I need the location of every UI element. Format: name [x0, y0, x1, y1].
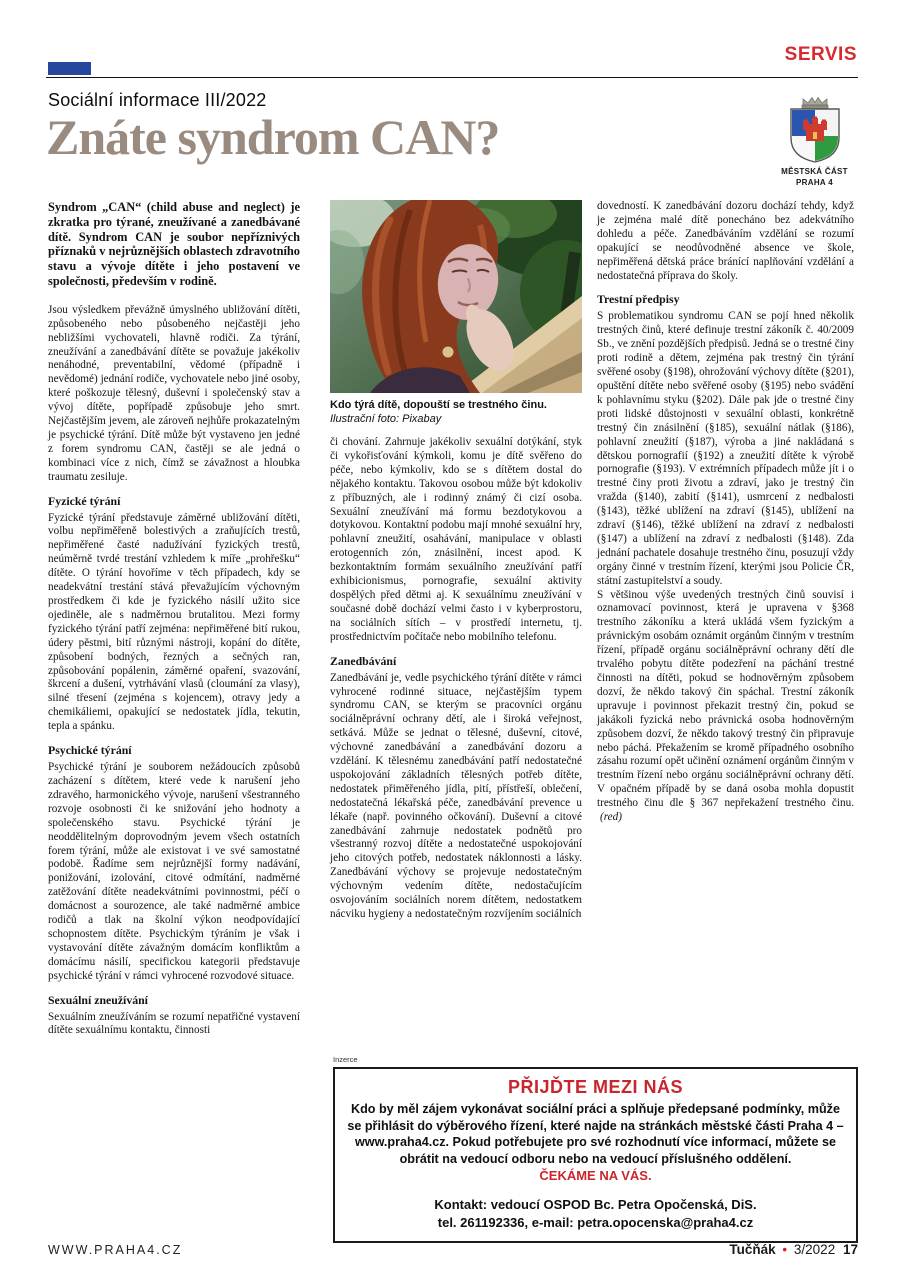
subheading-trestni-predpisy: Trestní předpisy — [597, 292, 680, 307]
blue-accent-bar — [48, 62, 91, 75]
paragraph: či chování. Zahrnuje jakékoliv sexuální dotýkání, styk či vykořisťování kýmkoli, komu je dítě svěřeno do péče, nebo kýmkoliv, kdo se s dítětem dostal do nějakého kontaktu. Takovou osobou může být kdokoliv z příbuzných, ale i rodinný známý či cizí osoba. Sexuální zneužívání má formu bezdotykovou a dotykovou. Kontaktní podobu mají mnohé sexuální hry, pohlavní zneužití, osahávání, manipulace v oblasti erotogenních zón, znásilnění, incest apod. K bezkontaktním formám sexuálního zneužívání patří exhibicionismus, pornografie, sexuální aktivity dospělých před dětmi aj. K sexuálnímu zneužívání v současné době dochází velmi často i v kyberprostoru, na sociálních sítích – v prostředí internetu, tj. prostřednictvím počítače nebo mobilního telefonu. — [330, 436, 582, 643]
article-headline: Znáte syndrom CAN? — [46, 109, 500, 165]
coat-of-arms-icon — [784, 96, 846, 166]
praha4-logo — [772, 96, 857, 188]
photo-credit: Ilustrační foto: Pixabay — [330, 413, 442, 425]
header-divider — [46, 77, 858, 78]
paragraph-text: S většinou výše uvedených trestných činů souvisí i oznamovací povinnost, která je upravena v §368 trestního zákoníku a která ukládá všem fyzickým a právnickým osobám oznámit orgánům činným v trestním řízení, případě orgánu sociálněprávní ochrany dětí dle trvalého pobytu dítěte podezření na páchání trestné činnosti na dítěti, pokud se hodnověrným způsobem dozví, že někdo takový čin spáchal. Trestní zákoník upravuje i povinnost překazit trestný čin, pokud se jakákoli fyzická nebo právnická osoba hodnověrným způsobem dozví, že někdo takový trestný čin připravuje nebo páchá. Překažením se kromě případného osobního zásahu rozumí opět učinění oznámení orgánům činným v trestním řízení nebo orgánu sociálněprávní ochrany dětí. V opačném případě by se daná osoba mohla dopustit trestného činu dle § 367 nepřekažení trestného činu. — [597, 588, 854, 810]
article-column-1 — [48, 200, 300, 1038]
author-byline: (red) — [600, 811, 622, 824]
section-label: SERVIS — [784, 44, 857, 65]
paragraph: Zanedbávání je, vedle psychického týrání dítěte v rámci vyhrocené rodinné situace, nejčastějším typem syndromu CAN, se kterým se pracovníci orgánu sociálněprávní ochrany dětí, ale i široká veřejnost, setkává. Může se jednat o tělesné, duševní, citové, výchovné zanedbávání a zanedbávání dozoru a vzdělání. K tělesnému zanedbávání patří nedostatečné uspokojování základních tělesných potřeb dítěte, nedostatek přiměřeného jídla, pití, přístřeší, oblečení, nedostatečná lékařská péče, zanedbávání prevence u lékaře (např. povinného očkování). Duševní a citové zanedbávání zahrnuje nedostatek podnětů pro všestranný rozvoj dítěte a nedostatečné uspokojování jeho citových potřeb, nedostatek náklonnosti a lásky. Zanedbávání výchovy se projevuje nedostatečným výchovným vedením dítěte, nedostačujícím osvojováním sociálních norem dítětem, nedostatkem nácviku hygieny a nedostatečným rozvíjením sociálních — [330, 671, 582, 920]
advert-contact-name: Kontakt: vedoucí OSPOD Bc. Petra Opočenská, DiS. — [434, 1197, 757, 1212]
bullet-icon: • — [782, 1242, 788, 1257]
article-column-2 — [330, 200, 582, 922]
paragraph — [597, 589, 854, 825]
photo-caption: Kdo týrá dítě, dopouští se trestného činu. — [330, 399, 547, 411]
subheading-fyzicke-tyrani: Fyzické týrání — [48, 493, 121, 508]
paragraph: Jsou výsledkem převážně úmyslného ubližování dítěti, způsobeného nebo působeného nejčastěji jeho nebližšími vychovateli, hlavně rodiči. Za týrání, zneužívání a zanedbávání dítěte se považuje jakékoliv nenáhodné, preventabilní, vědomé (případně i nevědomé) jednání rodiče, vychovatele nebo jiné osoby, které poškozuje tělesný, duševní i společenský stav a vývoj dítěte, popřípadě způsobuje jeho smrt. Nejčastějším jevem, ale zároveň nejhůře prokazatelným je psychické týrání. Dítě může být vystaveno jen jedné z forem syndromu CAN, častěji se ale jedná o kombinaci více z nich, čímž se závažnost a hloubka traumatu zesiluje. — [48, 303, 300, 483]
advert-body: Kdo by měl zájem vykonávat sociální práci a splňuje předepsané podmínky, může se přihlásit do výběrového řízení, které najde na stránkách městské části Praha 4 – www.praha4.cz. Pokud potřebujete pro své rozhodnutí více informací, můžete se obrátit na vedoucí odboru nebo na vedoucí příslušného oddělení. — [347, 1102, 844, 1166]
subheading-sexualni-zneuzivani: Sexuální zneužívání — [48, 992, 148, 1007]
sad-girl-photo — [330, 200, 582, 393]
advert-box — [333, 1067, 858, 1243]
article-column-3 — [597, 200, 854, 825]
footer-pagination — [729, 1242, 858, 1257]
paragraph: Sexuálním zneužíváním se rozumí nepatřičné vystavení dítěte sexuálnímu kontaktu, činnosti — [48, 1010, 300, 1037]
page-number: 17 — [842, 1242, 858, 1257]
article-kicker: Sociální informace III/2022 — [48, 90, 267, 110]
subheading-psychicke-tyrani: Psychické týrání — [48, 743, 132, 758]
advert-contact-phone-email: tel. 261192336, e-mail: petra.opocenska@praha4.cz — [437, 1214, 754, 1230]
paragraph: dovedností. K zanedbávání dozoru dochází tehdy, když je zejména malé dítě ponecháno bez adekvátního dohledu a péče. Zanedbáváním vzdělání se rozumí opakující se neodůvodněné absence ve škole, nepřiměřená dětská práce bránící naplňování vzdělání a nedostatečná příprava do školy. — [597, 200, 854, 282]
magazine-name: Tučňák — [729, 1242, 776, 1257]
advert-title: PŘIJĎTE MEZI NÁS — [507, 1077, 684, 1097]
issue-number: 3/2022 — [793, 1242, 836, 1257]
subheading-zanedbavani: Zanedbávání — [330, 653, 397, 668]
article-figure — [330, 200, 582, 426]
logo-caption-line2: PRAHA 4 — [796, 178, 833, 187]
advert-cta: ČEKÁME NA VÁS. — [539, 1168, 652, 1183]
logo-caption-line1: MĚSTSKÁ ČÁST — [781, 167, 848, 176]
paragraph: S problematikou syndromu CAN se pojí hned několik trestných činů, které definuje trestní zákoník č. 40/2009 Sb., ve znění pozdějších předpisů. Jedná se o trestné činy proti rodině a dětem, zejména pak trestný čin týrání svěřené osoby (§198), ohrožování výchovy dítěte (§201), opuštění dítěte nebo svěřené osoby (§195) nebo svádění k pohlavnímu styku (§202). Dále pak jde o trestné činy proti lidské důstojnosti v sexuální oblasti, konkrétně trestný čin znásilnění (§185), sexuální nátlak (§186), pohlavní zneužití (§187), výroba a jiné nakládaná s dětskou pornografií (§192) a zneužití dítěte k výrobě pornografie (§193). V extrémních případech může jít i o trestné činy proti životu a zdraví, jako je trestný čin vražda (§140), zabití (§141), usmrcení z nedbalosti (§143), těžké ublížení na zdraví (§145), ublížení na zdraví (§146), těžké ublížení na zdraví z nedbalosti (§147) a ublížení na zdraví z nedbalosti (§148). Zda jednání pachatele dosahuje trestného činu, posuzují vždy orgány činné v trestním řízení, kterými jsou Policie ČR, státní zastupitelství a soudy. — [597, 310, 854, 587]
paragraph: Fyzické týrání představuje záměrné ubližování dítěti, volbu nepřiměřeně bolestivých a zraňujících trestů, nepřiměřené časté nadužívání fyzických trestů, neúměrně tvrdé trestání vzhledem k míře „prohřešku“ dítěte. O týrání hovoříme v těch případech, kdy se neadekvátní trestání stává převažujícím výchovným prostředkem či kde je fyzického násilí užito sice ojediněle, ale s nadměrnou brutalitou. Mezi formy fyzického týrání patří zejména: nepřiměřené bití rukou, údery pěstmi, bití různými nástroji, kopání do dítěte, způsobení bodných, řezných a sečných ran, způsobování popálenin, záměrné opaření, svazování, škrcení a dušení, vytrhávání vlasů (cloumání za vlasy), silné třesení (zejména s kojencem), otravy jedy a chemikáliemi, opakující se nedostatek jídla, tekutin, tepla a spánku. — [48, 511, 300, 733]
article-lede: Syndrom „CAN“ (child abuse and neglect) je zkratka pro týrané, zneužívané a zanedbávané dítě. Syndrom CAN je soubor nepříznivých příznaků v nejrůznějších oblastech zdravotního stavu a vývoje dítěte i jeho postavení ve společnosti, především v rodině. — [48, 200, 300, 288]
inzerce-label: Inzerce — [333, 1055, 358, 1064]
paragraph: Psychické týrání je souborem nežádoucích způsobů zacházení s dítětem, které vede k narušení jeho zdravého, harmonického vývoje, narušení všestranného rozvoje osobnosti či ke snižování jeho hodnoty a společenského stavu. Psychické týrání je neoddělitelným doprovodným jevem všech ostatních forem týrání, může ale existovat i ve své samostatné podobě. Řadíme sem nejrůznější formy nadávání, ponižování, izolování, citové odmítání, nadměrné zatěžování dítěte neadekvátními povinnostmi, péčí o domácnost a sourozence, ale také nadměrné ambice rodičů a tlak na školní výkon neodpovídající schopnostem dítěte. Psychickým týráním je však i vystavování dítěte závažným domácím konfliktům a domácímu násilí, specifickou kategorii představuje psychické týrání v rámci vyhrocené rozvodové situace. — [48, 761, 300, 982]
footer-website: WWW.PRAHA4.CZ — [48, 1243, 183, 1257]
